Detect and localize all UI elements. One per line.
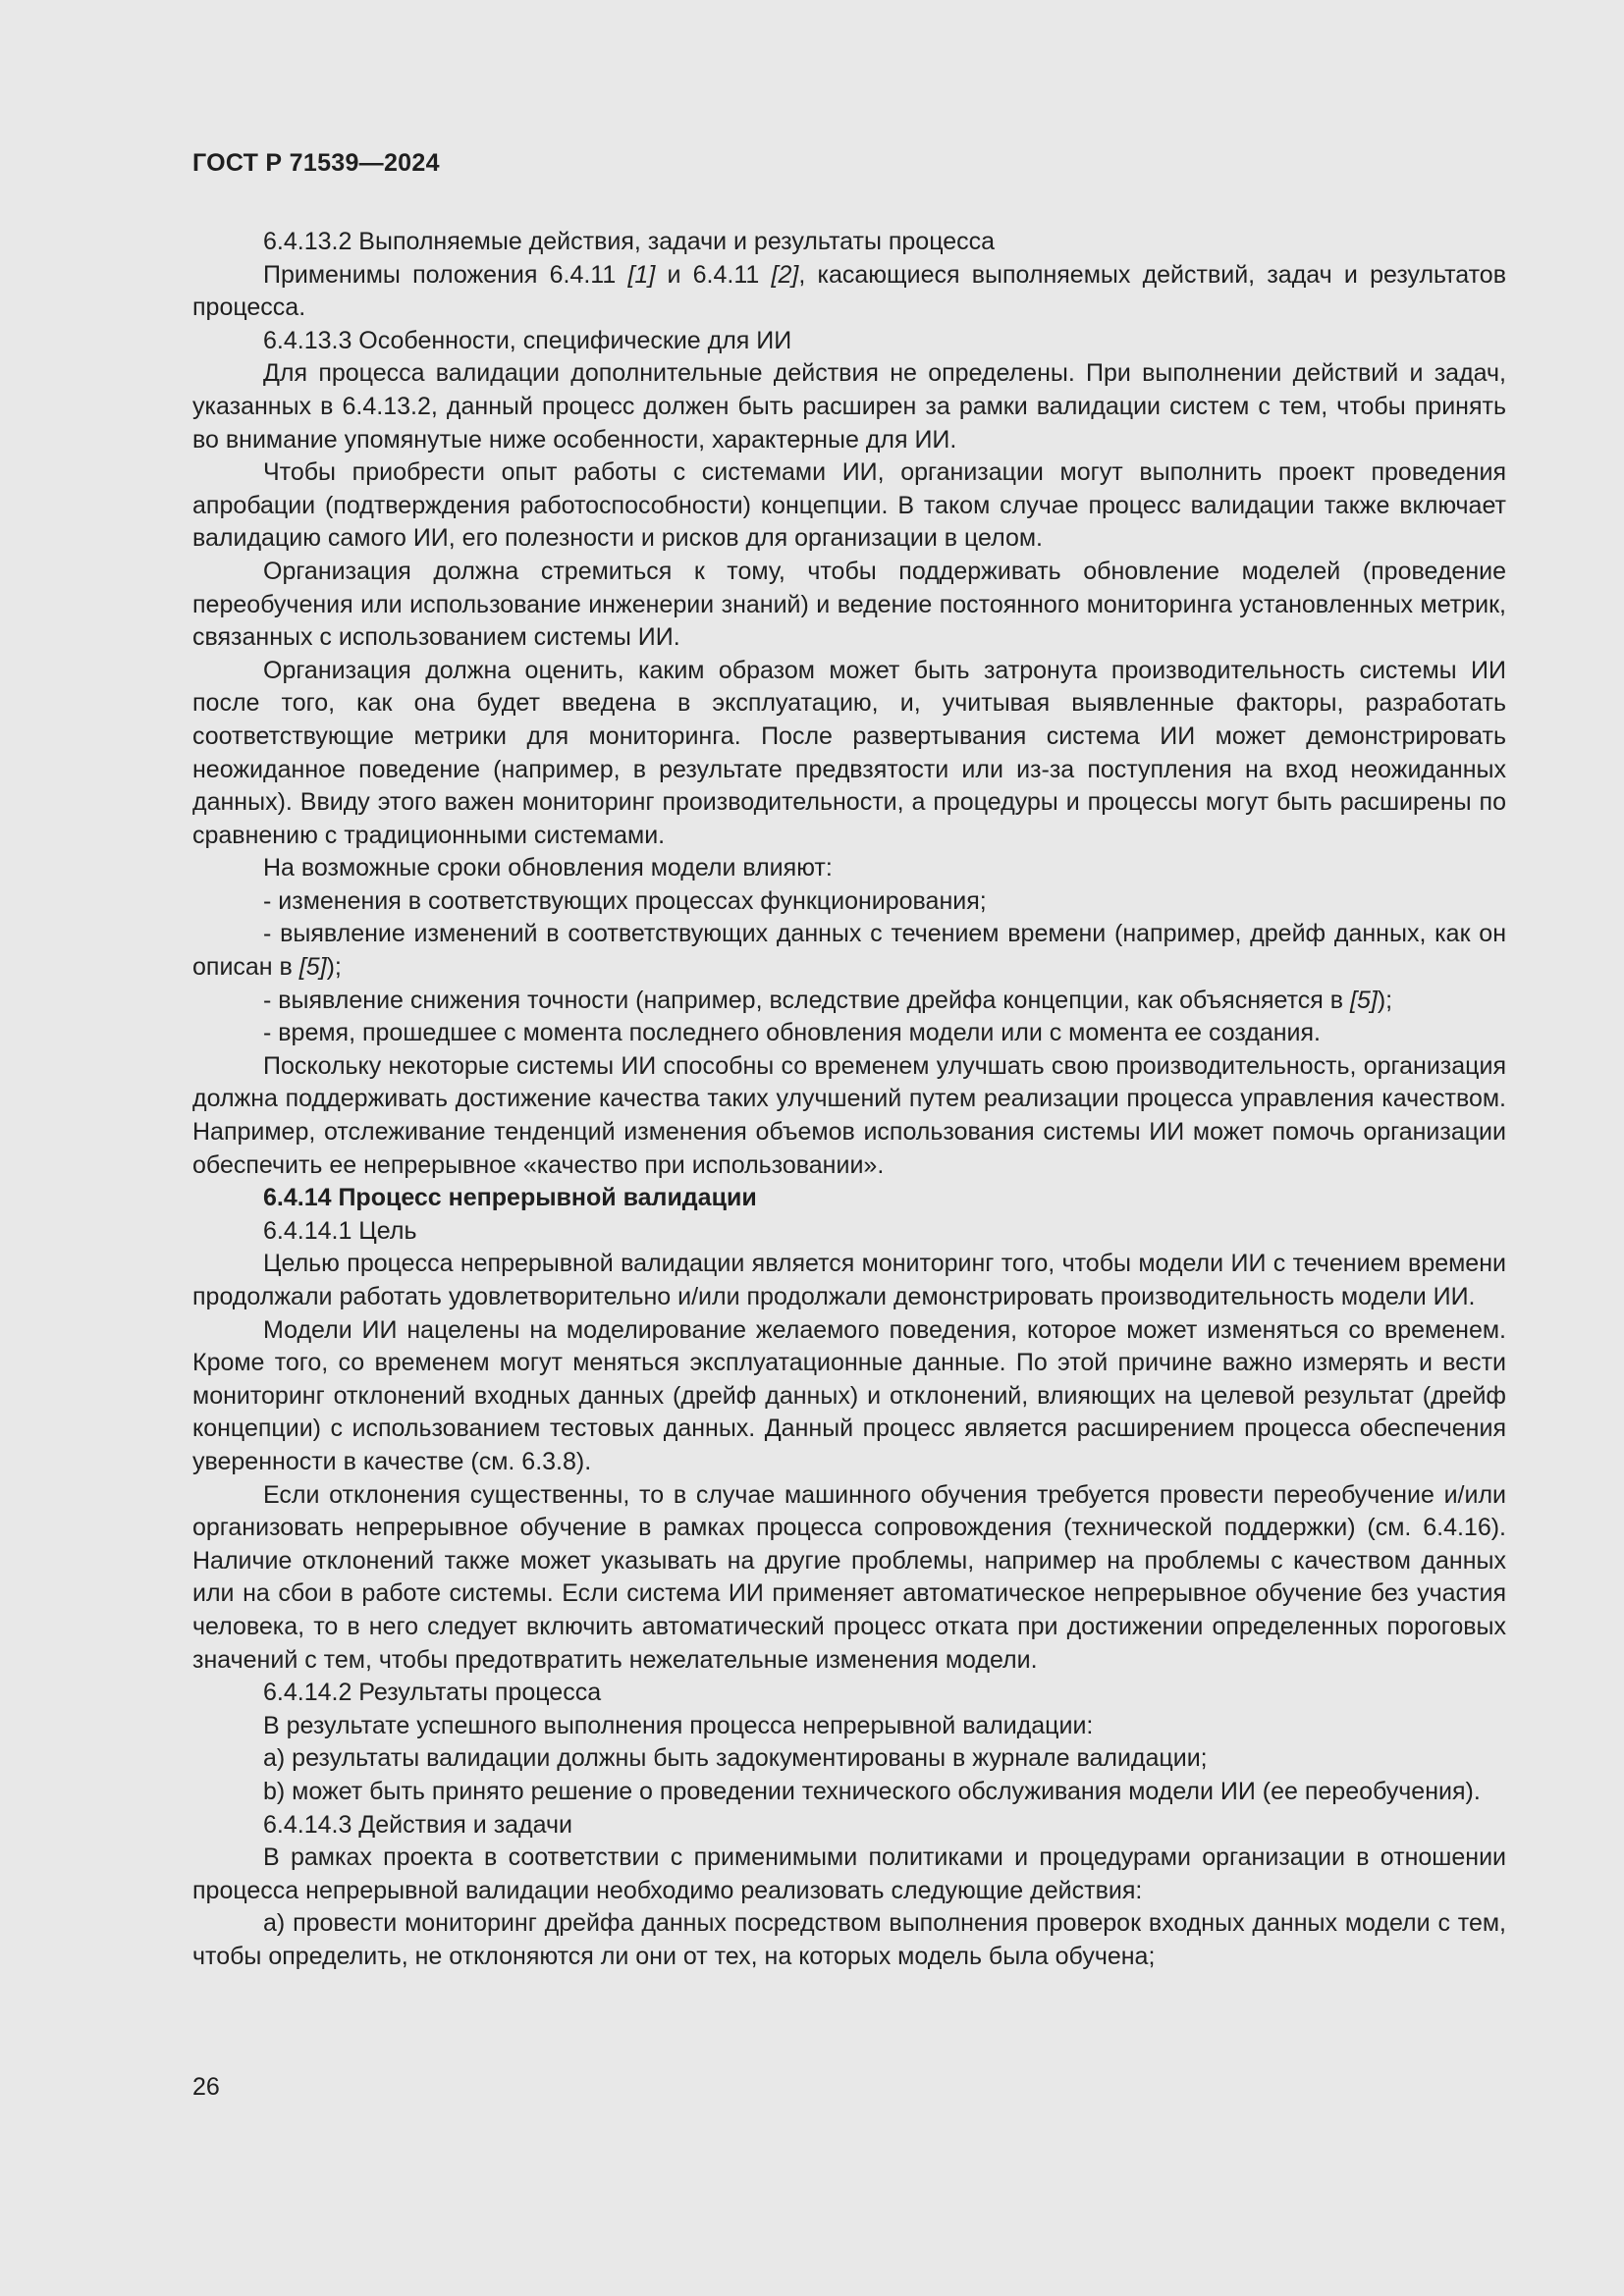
paragraph: Для процесса валидации дополнительные действия не определены. При выполнении действий и задач, указанных в 6.4.13.2, данный процесс должен быть расширен за рамки валидации систем с тем, чтобы принять во внимание упомянутые ниже особенности, характерные для ИИ. [192,359,1506,454]
list-item: - выявление снижения точности (например, вследствие дрейфа концепции, как объясняется в [5]); [263,986,1393,1014]
standard-header: ГОСТ Р 71539—2024 [192,149,440,177]
section-heading: 6.4.13.3 Особенности, специфические для ИИ [263,326,792,354]
paragraph: Организация должна стремиться к тому, чтобы поддерживать обновление моделей (проведение переобучения или использование инженерии знаний) и ведение постоянного мониторинга установленных метрик, связанных с использованием системы ИИ. [192,557,1506,652]
list-item: - изменения в соответствующих процессах функционирования; [263,886,987,915]
paragraph: Если отклонения существенны, то в случае машинного обучения требуется провести переобучение и/или организовать непрерывное обучение в рамках процесса сопровождения (технической поддержки) (см. 6.4.16). Наличие отклонений также может указывать на другие проблемы, например на проблемы с качеством данных или на сбои в работе системы. Если система ИИ применяет автоматическое непрерывное обучение без участия человека, то в него следует включить автоматический процесс отката при достижении определенных пороговых значений с тем, чтобы предотвратить нежелательные изменения модели. [192,1480,1506,1674]
list-item: a) результаты валидации должны быть задокументированы в журнале валидации; [263,1744,1208,1773]
section-heading: 6.4.14.3 Действия и задачи [263,1810,572,1839]
section-heading: 6.4.14.1 Цель [263,1216,417,1245]
list-item: a) провести мониторинг дрейфа данных посредством выполнения проверок входных данных модели с тем, чтобы определить, не отклоняются ли они от тех, на которых модель была обучена; [192,1909,1506,1970]
paragraph: В рамках проекта в соответствии с применимыми политиками и процедурами организации в отношении процесса непрерывной валидации необходимо реализовать следующие действия: [192,1843,1506,1904]
body-text [192,226,1506,1973]
list-item: b) может быть принято решение о проведении технического обслуживания модели ИИ (ее переобучения). [263,1777,1481,1805]
paragraph: Применимы положения 6.4.11 [1] и 6.4.11 [2], касающиеся выполняемых действий, задач и результатов процесса. [192,260,1506,322]
list-item: - время, прошедшее с момента последнего обновления модели или с момента ее создания. [263,1019,1322,1047]
paragraph: Чтобы приобрести опыт работы с системами ИИ, организации могут выполнить проект проведения апробации (подтверждения работоспособности) концепции. В таком случае процесс валидации также включает валидацию самого ИИ, его полезности и рисков для организации в целом. [192,458,1506,553]
paragraph: На возможные сроки обновления модели влияют: [263,854,833,882]
section-heading-bold: 6.4.14 Процесс непрерывной валидации [263,1184,757,1212]
section-heading: 6.4.14.2 Результаты процесса [263,1679,602,1707]
page-number: 26 [192,2073,220,2101]
paragraph: В результате успешного выполнения процесса непрерывной валидации: [263,1711,1094,1739]
list-item: - выявление изменений в соответствующих данных с течением времени (например, дрейф данных, как он описан в [5]); [192,920,1506,982]
paragraph: Модели ИИ нацелены на моделирование желаемого поведения, которое может изменяться со временем. Кроме того, со временем могут меняться эксплуатационные данные. По этой причине важно измерять и вести мониторинг отклонений входных данных (дрейф данных) и отклонений, влияющих на целевой результат (дрейф концепции) с использованием тестовых данных. Данный процесс является расширением процесса обеспечения уверенности в качестве (см. 6.3.8). [192,1315,1506,1475]
paragraph: Поскольку некоторые системы ИИ способны со временем улучшать свою производительность, организация должна поддерживать достижение качества таких улучшений путем реализации процесса управления качеством. Например, отслеживание тенденций изменения объемов использования системы ИИ может помочь организации обеспечить ее непрерывное «качество при использовании». [192,1051,1506,1179]
paragraph: Организация должна оценить, каким образом может быть затронута производительность системы ИИ после того, как она будет введена в эксплуатацию, и, учитывая выявленные факторы, разработать соответствующие метрики для мониторинга. После развертывания система ИИ может демонстрировать неожиданное поведение (например, в результате предвзятости или из-за поступления на вход неожиданных данных). Ввиду этого важен мониторинг производительности, а процедуры и процессы могут быть расширены по сравнению с традиционными системами. [192,656,1506,849]
paragraph: Целью процесса непрерывной валидации является мониторинг того, чтобы модели ИИ с течением времени продолжали работать удовлетворительно и/или продолжали демонстрировать производительность модели ИИ. [192,1250,1506,1310]
section-heading: 6.4.13.2 Выполняемые действия, задачи и результаты процесса [263,228,996,255]
